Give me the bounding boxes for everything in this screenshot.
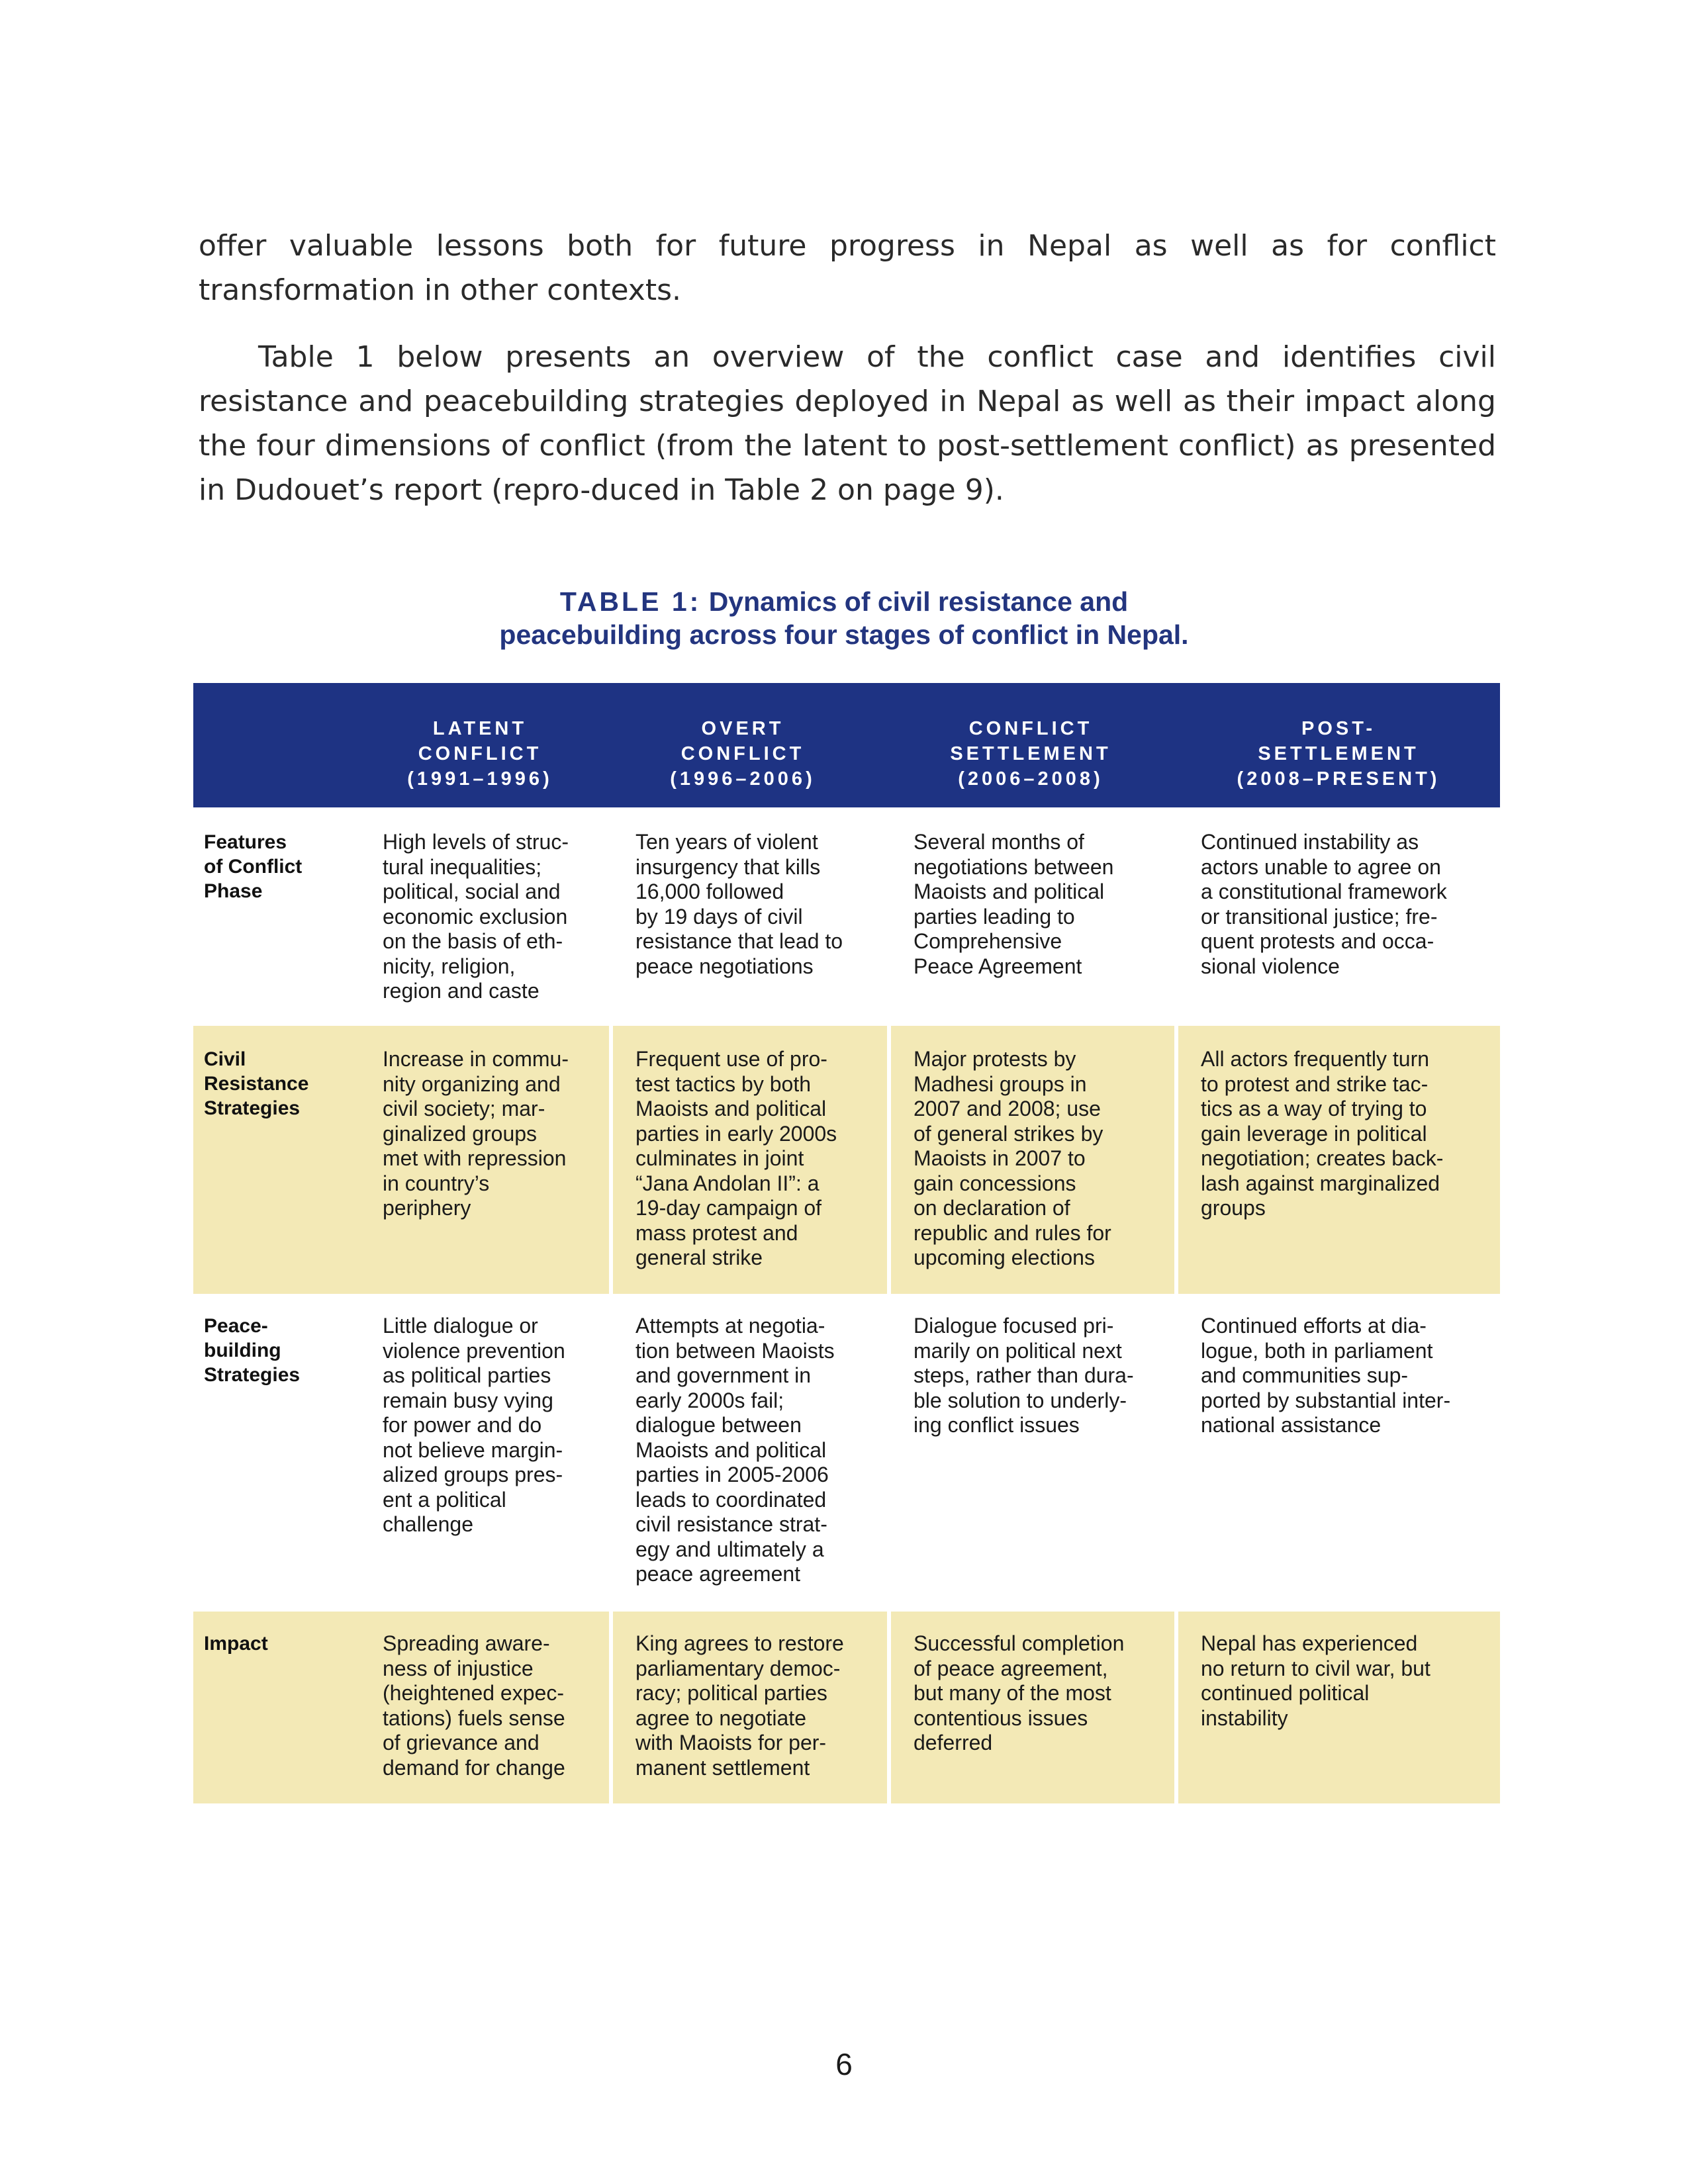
cell-civil-post: All actors frequently turn to protest and strike tac- tics as a way of trying to gain leverage in political negotiation; creates back- lash against marginalized groups: [1201, 1047, 1444, 1220]
cell-peace-post: Continued efforts at dia- logue, both in parliament and communities sup- ported by substantial inter- national assistance: [1201, 1314, 1451, 1437]
cell-features-settlement: Several months of negotiations between Maoists and political parties leading to Comprehensive Peace Agreement: [914, 830, 1114, 978]
table-title: [0, 585, 1688, 651]
table-header-row: [193, 683, 1500, 807]
row-label-impact: Impact: [204, 1633, 268, 1655]
table-row-impact: [193, 1612, 1500, 1803]
table-row-civil-resistance: [193, 1026, 1500, 1294]
cell-peace-settlement: Dialogue focused pri- marily on political next steps, rather than dura- ble solution to underly- ing conflict issues: [914, 1314, 1134, 1437]
row-label-civil-resistance: Civil Resistance Strategies: [204, 1048, 309, 1119]
table-title-line-1: Dynamics of civil resistance and: [708, 586, 1129, 617]
cell-peace-latent: Little dialogue or violence prevention as political parties remain busy vying for power and do not believe margin- alized groups pres- ent a political challenge: [383, 1314, 565, 1536]
cell-civil-overt: Frequent use of pro- test tactics by both Maoists and political parties in early 2000s culminates in joint “Jana Andolan II”: a 19-day campaign of mass protest and general strike: [635, 1047, 837, 1269]
header-post-settlement: POST- SETTLEMENT (2008–PRESENT): [1237, 718, 1440, 790]
page-number: 6: [835, 2047, 853, 2081]
cell-features-latent: High levels of struc- tural inequalities; political, social and economic exclusion on the basis of eth- nicity, religion, region and caste: [383, 830, 569, 1003]
table-title-label: TABLE 1:: [559, 586, 702, 617]
body-paragraph-2: Table 1 below presents an overview of the conflict case and identifies civil resistance and peacebuilding strategies deployed in Nepal as well as their impact along the four dimensions of conflict (from the latent to post-settlement conflict) as presented in Dudouet’s report (repro-duced in Table 2 on page 9).: [199, 340, 1496, 507]
cell-features-overt: Ten years of violent insurgency that kills 16,000 followed by 19 days of civil resistance that lead to peace negotiations: [635, 830, 843, 978]
cell-civil-latent: Increase in commu- nity organizing and civil society; mar- ginalized groups met with repression in country’s periphery: [383, 1047, 569, 1220]
row-label-peacebuilding: Peace- building Strategies: [204, 1315, 301, 1386]
header-conflict-settlement: CONFLICT SETTLEMENT (2006–2008): [950, 718, 1111, 790]
cell-features-post: Continued instability as actors unable to agree on a constitutional framework or transitional justice; fre- quent protests and occa- sional violence: [1201, 830, 1447, 978]
cell-impact-post: Nepal has experienced no return to civil war, but continued political instability: [1201, 1631, 1430, 1730]
table-row-features: [193, 807, 1500, 1026]
body-paragraph-1: offer valuable lessons both for future progress in Nepal as well as for conflict transformation in other contexts.: [199, 229, 1496, 307]
table-row-peacebuilding: [193, 1294, 1500, 1612]
cell-impact-overt: King agrees to restore parliamentary democ- racy; political parties agree to negotiate with Maoists for per- manent settlement: [635, 1631, 844, 1780]
cell-impact-settlement: Successful completion of peace agreement, but many of the most contentious issues deferred: [914, 1631, 1125, 1754]
header-overt-conflict: OVERT CONFLICT (1996–2006): [670, 718, 816, 790]
header-latent-conflict: LATENT CONFLICT (1991–1996): [407, 718, 553, 790]
table-title-line-2: peacebuilding across four stages of conflict in Nepal.: [499, 619, 1189, 650]
cell-peace-overt: Attempts at negotia- tion between Maoists and government in early 2000s fail; dialogue between Maoists and political parties in 2005-2006 leads to coordinated civil resistance strat- egy and ultimately a peace agreement: [635, 1314, 835, 1586]
row-label-features: Features of Conflict Phase: [204, 831, 303, 902]
conflict-dynamics-table: [193, 683, 1500, 1803]
cell-impact-latent: Spreading aware- ness of injustice (heightened expec- tations) fuels sense of grievance and demand for change: [383, 1631, 565, 1780]
cell-civil-settlement: Major protests by Madhesi groups in 2007 and 2008; use of general strikes by Maoists in 2007 to gain concessions on declaration of republic and rules for upcoming elections: [914, 1047, 1111, 1269]
